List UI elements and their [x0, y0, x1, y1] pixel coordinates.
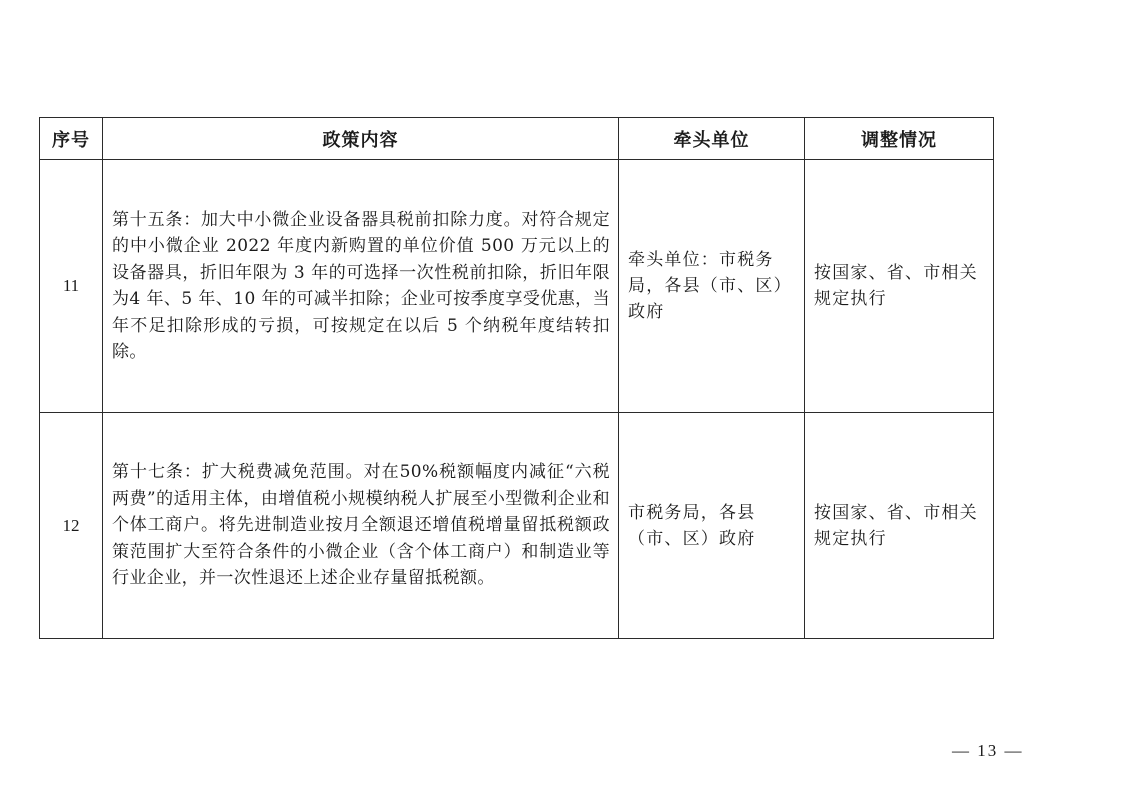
row-lead-cell — [619, 413, 805, 639]
header-adjust: 调整情况 — [805, 118, 994, 160]
page-number: — 13 — — [952, 741, 1024, 760]
row-content-cell — [103, 160, 619, 413]
table-row — [40, 160, 994, 413]
row-adjust: 按国家、省、市相关规定执行 — [814, 502, 978, 549]
table-row — [40, 413, 994, 639]
row-adjust-cell — [805, 413, 994, 639]
table-header-row — [40, 118, 994, 160]
row-seq: 12 — [40, 413, 103, 639]
row-lead: 牵头单位：市税务局，各县（市、区）政府 — [628, 250, 792, 322]
row-adjust-cell — [805, 160, 994, 413]
header-seq: 序号 — [40, 118, 103, 160]
row-seq: 11 — [40, 160, 103, 413]
row-lead-cell — [619, 160, 805, 413]
row-content: 第十五条：加大中小微企业设备器具税前扣除力度。对符合规定的中小微企业 2022 年度内新购置的单位价值 500 万元以上的设备器具，折旧年限为 3 年的可选择一次性税前扣除，折旧年限为4 年、5 年、10 年的可减半扣除；企业可按季度享受优惠，当年不足扣除形成的亏损，可按规定在以后 5 个纳税年度结转扣除。 — [112, 209, 610, 362]
row-adjust: 按国家、省、市相关规定执行 — [814, 263, 978, 309]
row-lead: 市税务局，各县（市、区）政府 — [628, 502, 756, 549]
policy-table — [39, 117, 994, 639]
row-content-cell — [103, 413, 619, 639]
header-lead: 牵头单位 — [619, 118, 805, 160]
header-content: 政策内容 — [103, 118, 619, 160]
row-content: 第十七条：扩大税费减免范围。对在50%税额幅度内减征“六税两费”的适用主体，由增值税小规模纳税人扩展至小型微利企业和个体工商户。将先进制造业按月全额退还增值税增量留抵税额政策范围扩大至符合条件的小微企业（含个体工商户）和制造业等行业企业，并一次性退还上述企业存量留抵税额。 — [112, 462, 610, 589]
